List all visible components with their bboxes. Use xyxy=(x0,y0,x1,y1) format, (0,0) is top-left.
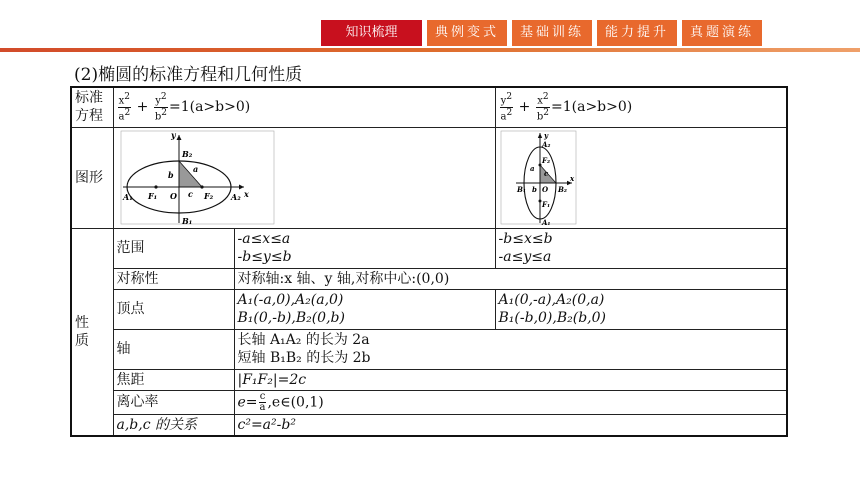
svg-text:F₂: F₂ xyxy=(541,155,550,165)
frac-y: $\frac{y^2}{b^2}$ xyxy=(154,92,167,123)
svg-text:A₁: A₁ xyxy=(122,191,133,202)
range-horizontal: -a≤x≤a -b≤y≤b xyxy=(234,228,495,268)
ellipse-table xyxy=(70,86,788,437)
svg-text:B₂: B₂ xyxy=(557,184,567,194)
row-eccentricity xyxy=(71,390,787,414)
svg-text:A₂: A₂ xyxy=(541,139,551,149)
svg-text:x: x xyxy=(243,188,249,199)
section-title: (2)椭圆的标准方程和几何性质 xyxy=(74,65,303,85)
svg-text:B₁: B₁ xyxy=(516,184,526,194)
svg-text:A₂: A₂ xyxy=(230,191,241,202)
tab-examples[interactable]: 典例变式 xyxy=(427,20,507,46)
label-vertices: 顶点 xyxy=(113,289,234,329)
row-axis xyxy=(71,329,787,369)
row-symmetry xyxy=(71,268,787,289)
label-properties: 性 质 xyxy=(71,228,113,436)
ellipse-horizontal-diagram xyxy=(120,129,280,227)
svg-text:B₁: B₁ xyxy=(181,215,192,226)
frac-x-2: $\frac{x^2}{b^2}$ xyxy=(536,92,549,123)
eccentricity-text: e= $\frac{c}{a}$ ,e∈(0,1) xyxy=(234,390,787,414)
row-range xyxy=(71,228,787,268)
nav-tabs xyxy=(321,20,762,46)
svg-text:b: b xyxy=(531,184,537,194)
axis-text: 长轴 A₁A₂ 的长为 2a 短轴 B₁B₂ 的长为 2b xyxy=(234,329,787,369)
frac-y-2: $\frac{y^2}{a^2}$ xyxy=(500,92,513,123)
tab-knowledge[interactable]: 知识梳理 xyxy=(321,20,422,46)
row-relation xyxy=(71,414,787,436)
equation-vertical: $\frac{y^2}{a^2}$ + $\frac{x^2}{b^2}$ =1(a>b>0) xyxy=(495,87,787,127)
label-range: 范围 xyxy=(113,228,234,268)
vertices-vertical: A₁(0,-a),A₂(0,a) B₁(-b,0),B₂(b,0) xyxy=(495,289,787,329)
svg-text:A₁: A₁ xyxy=(541,217,551,227)
label-figure: 图形 xyxy=(71,127,113,228)
focal-text: |F₁F₂|=2c xyxy=(234,369,787,390)
svg-text:c: c xyxy=(187,188,193,199)
svg-text:b: b xyxy=(167,169,174,180)
svg-text:B₂: B₂ xyxy=(181,148,192,159)
label-relation: a,b,c 的关系 xyxy=(113,414,234,436)
svg-text:F₂: F₂ xyxy=(203,190,213,201)
svg-text:O: O xyxy=(541,184,548,194)
row-vertices xyxy=(71,289,787,329)
label-standard-equation: 标准 方程 xyxy=(71,87,113,127)
tab-basic-training[interactable]: 基础训练 xyxy=(512,20,592,46)
relation-text: c²=a²-b² xyxy=(234,414,787,436)
svg-text:F₁: F₁ xyxy=(147,190,157,201)
vertices-horizontal: A₁(-a,0),A₂(a,0) B₁(0,-b),B₂(0,b) xyxy=(234,289,495,329)
figure-vertical-cell xyxy=(495,127,787,228)
symmetry-text: 对称轴:x 轴、y 轴,对称中心:(0,0) xyxy=(234,268,787,289)
svg-text:c: c xyxy=(543,168,548,178)
figure-horizontal-cell xyxy=(113,127,495,228)
svg-text:y: y xyxy=(543,130,548,140)
frac-e: $\frac{c}{a}$ xyxy=(259,390,266,413)
equation-horizontal: $\frac{x^2}{a^2}$ + $\frac{y^2}{b^2}$ =1(a>b>0) xyxy=(113,87,495,127)
label-symmetry: 对称性 xyxy=(113,268,234,289)
label-eccentricity: 离心率 xyxy=(113,390,234,414)
label-axis: 轴 xyxy=(113,329,234,369)
svg-text:O: O xyxy=(169,190,177,201)
tab-exam-practice[interactable]: 真题演练 xyxy=(682,20,762,46)
tab-ability[interactable]: 能力提升 xyxy=(597,20,677,46)
svg-text:a: a xyxy=(192,163,198,174)
row-figure xyxy=(71,127,787,228)
svg-text:x: x xyxy=(569,173,574,183)
header-rule xyxy=(0,48,860,52)
svg-text:y: y xyxy=(170,129,176,140)
row-focal xyxy=(71,369,787,390)
svg-text:F₁: F₁ xyxy=(541,199,550,209)
svg-text:a: a xyxy=(529,163,535,173)
ellipse-vertical-diagram xyxy=(500,129,584,227)
label-focal: 焦距 xyxy=(113,369,234,390)
row-standard-equation xyxy=(71,87,787,127)
frac-x: $\frac{x^2}{a^2}$ xyxy=(118,92,131,123)
range-vertical: -b≤x≤b -a≤y≤a xyxy=(495,228,787,268)
